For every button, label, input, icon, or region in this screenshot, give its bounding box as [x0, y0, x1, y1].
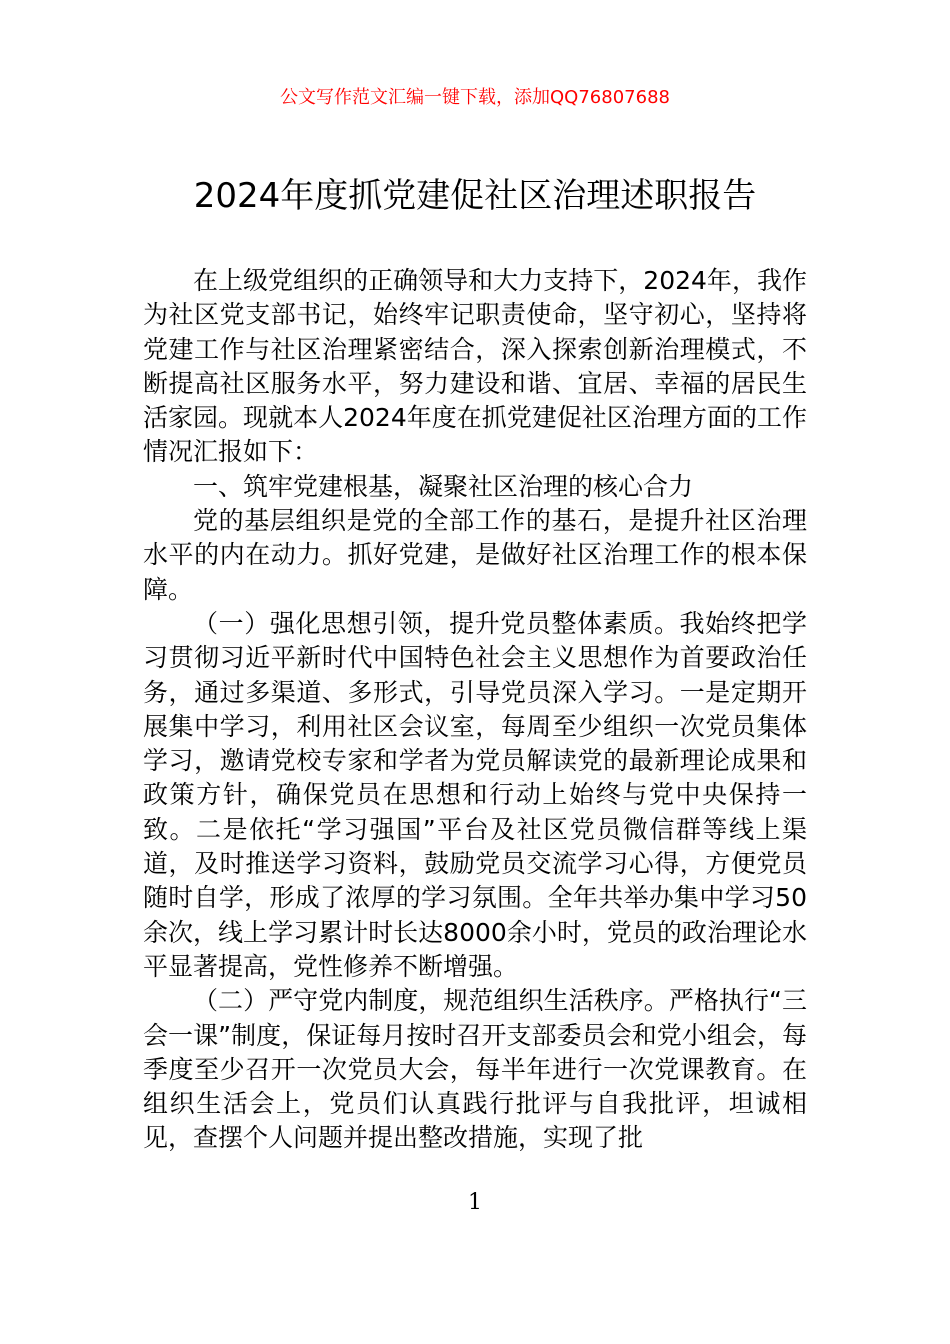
page-number: 1	[468, 1190, 482, 1215]
paragraph-intro: 在上级党组织的正确领导和大力支持下，2024年，我作为社区党支部书记，始终牢记职责使命，坚守初心，坚持将党建工作与社区治理紧密结合，深入探索创新治理模式，不断提高社区服务水平，努力建设和谐、宜居、幸福的居民生活家园。现就本人2024年度在抓党建促社区治理方面的工作情况汇报如下：	[143, 266, 807, 467]
document-body	[143, 264, 807, 1156]
paragraph-subsection-2: （二）严守党内制度，规范组织生活秩序。严格执行“三会一课”制度，保证每月按时召开支部委员会和党小组会，每季度至少召开一次党员大会，每半年进行一次党课教育。在组织生活会上，党员们认真践行批评与自我批评，坦诚相见，查摆个人问题并提出整改措施，实现了批	[143, 986, 807, 1153]
paragraph-subsection-1: （一）强化思想引领，提升党员整体素质。我始终把学习贯彻习近平新时代中国特色社会主义思想作为首要政治任务，通过多渠道、多形式，引导党员深入学习。一是定期开展集中学习，利用社区会议室，每周至少组织一次党员集体学习，邀请党校专家和学者为党员解读党的最新理论成果和政策方针，确保党员在思想和行动上始终与党中央保持一致。二是依托“学习强国”平台及社区党员微信群等线上渠道，及时推送学习资料，鼓励党员交流学习心得，方便党员随时自学，形成了浓厚的学习氛围。全年共举办集中学习50余次，线上学习累计时长达8000余小时，党员的政治理论水平显著提高，党性修养不断增强。	[143, 608, 807, 981]
paragraph-section-1-intro: 党的基层组织是党的全部工作的基石，是提升社区治理水平的内在动力。抓好党建，是做好社区治理工作的根本保障。	[143, 506, 807, 604]
section-heading-1: 一、筑牢党建根基，凝聚社区治理的核心合力	[193, 471, 694, 501]
watermark-header: 公文写作范文汇编一键下载，添加QQ76807688	[280, 87, 670, 108]
document-title: 2024年度抓党建促社区治理述职报告	[193, 176, 757, 216]
